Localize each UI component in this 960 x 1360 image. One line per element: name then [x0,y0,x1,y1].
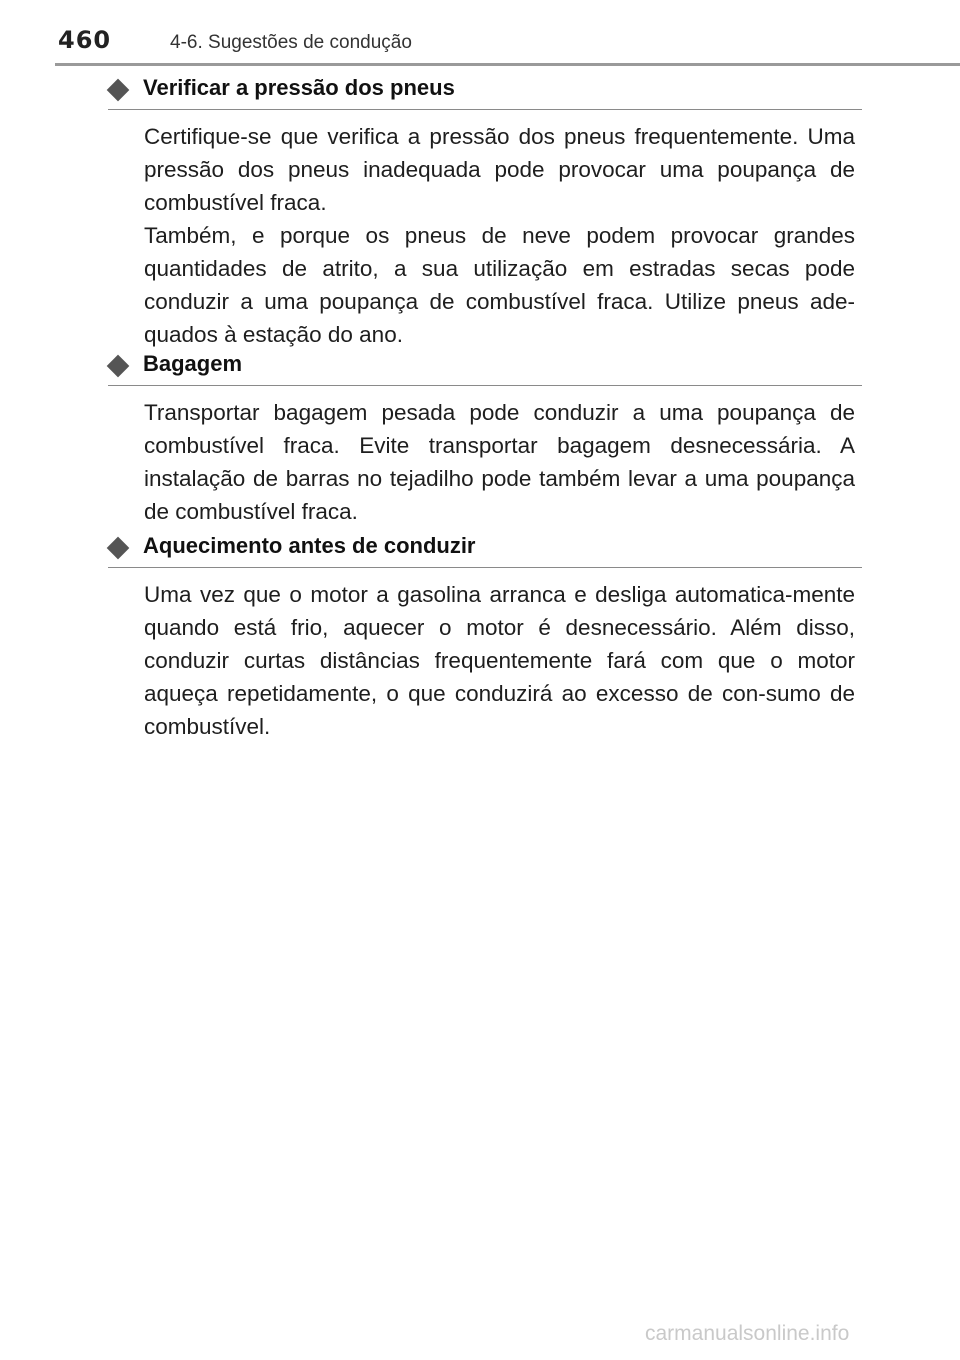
watermark: carmanualsonline.info [645,1322,850,1345]
section-title: Verificar a pressão dos pneus [143,75,455,100]
header-divider [55,63,960,66]
section-divider [108,385,862,386]
section-title: Bagagem [143,351,243,376]
page-header [0,0,960,70]
section-heading [108,532,862,568]
section-heading [108,74,862,110]
paragraph: Uma vez que o motor a gasolina arranca e desliga automatica-mente quando está frio, aquecer o motor é desnecessário. Além disso, conduzir curtas distâncias frequentemente fará com que o motor aqueça repetidamente, o que conduzirá ao excesso de con-sumo de combustível. [144,582,855,739]
section-warm-up [108,532,862,739]
section-divider [108,567,862,568]
running-section-title: 4-6. Sugestões de condução [170,32,412,53]
diamond-bullet-icon [107,537,130,560]
paragraph: Transportar bagagem pesada pode conduzir a uma poupança de combustível fraca. Evite transportar bagagem desnecessária. A instalação de barras no tejadilho pode também levar a uma poupança de combustível fraca. [144,400,855,524]
section-body [144,396,855,528]
section-body [144,578,855,743]
diamond-bullet-icon [107,355,130,378]
paragraph: Também, e porque os pneus de neve podem provocar grandes quantidades de atrito, a sua utilização em estradas secas pode conduzir a uma poupança de combustível fraca. Utilize pneus ade-quados à estação do ano. [144,223,855,347]
paragraph: Certifique-se que verifica a pressão dos pneus frequentemente. Uma pressão dos pneus inadequada pode provocar uma poupança de combustível fraca. [144,124,855,215]
section-heading [108,350,862,386]
section-tire-pressure [108,74,862,347]
section-body [144,120,855,351]
section-title: Aquecimento antes de conduzir [143,533,476,558]
page-number: 460 [58,26,112,54]
diamond-bullet-icon [107,79,130,102]
section-luggage [108,350,862,524]
section-divider [108,109,862,110]
